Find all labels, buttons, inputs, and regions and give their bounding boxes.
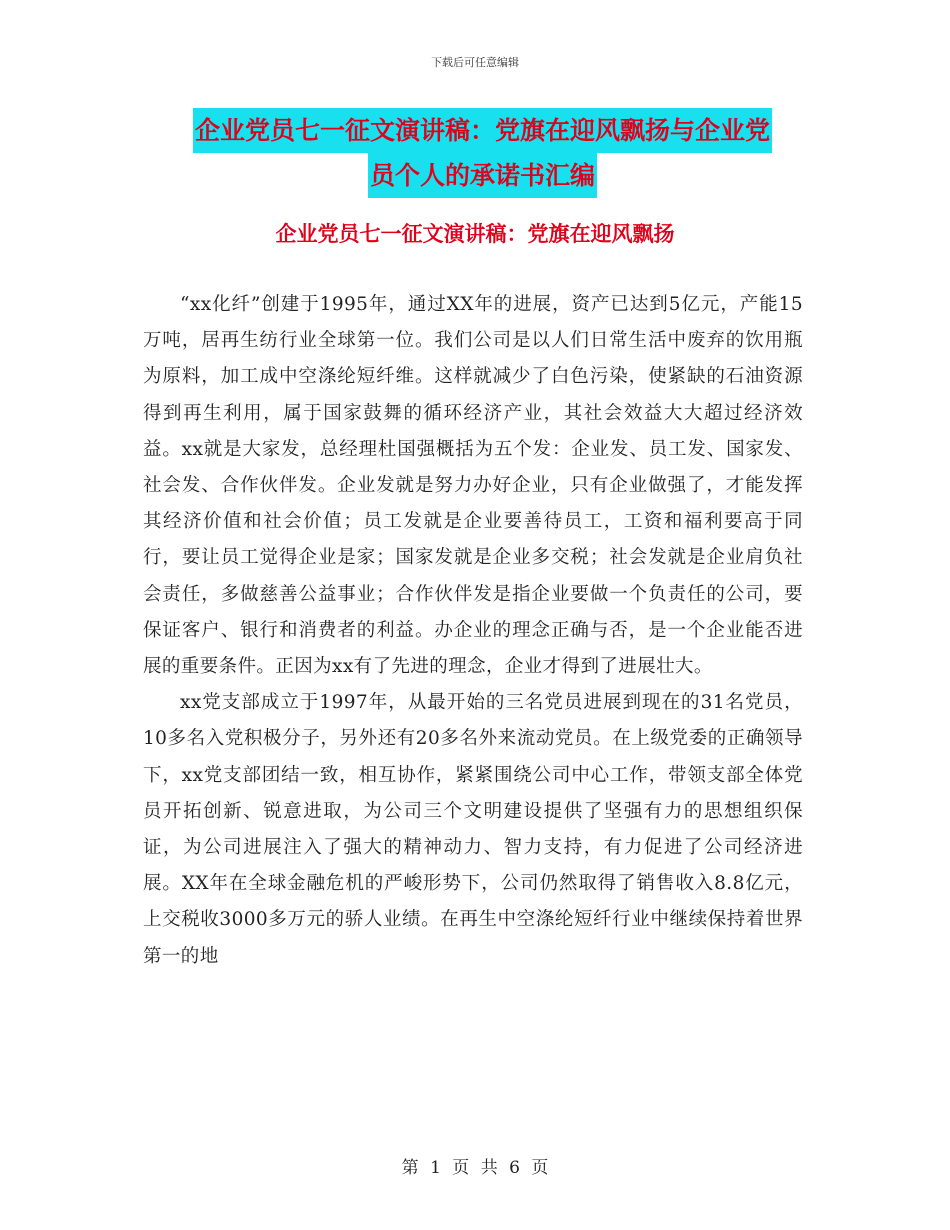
title-line-1: 企业党员七一征文演讲稿：党旗在迎风飘扬与企业党 [193,108,772,153]
title-line-2: 员个人的承诺书汇编 [368,153,597,198]
document-body [143,287,803,975]
document-title [150,108,815,198]
section-subtitle: 企业党员七一征文演讲稿：党旗在迎风飘扬 [275,222,675,246]
header-note: 下载后可任意编辑 [431,56,519,69]
page-footer: 第 1 页 共 6 页 [401,1158,549,1178]
paragraph-2: xx党支部成立于1997年，从最开始的三名党员进展到现在的31名党员，10多名入党积极分子，另外还有20多名外来流动党员。在上级党委的正确领导下，xx党支部团结一致，相互协作，紧紧围绕公司中心工作，带领支部全体党员开拓创新、锐意进取，为公司三个文明建设提供了坚强有力的思想组织保证，为公司进展注入了强大的精神动力、智力支持，有力促进了公司经济进展。XX年在全球金融危机的严峻形势下，公司仍然取得了销售收入8.8亿元，上交税收3000多万元的骄人业绩。在再生中空涤纶短纤行业中继续保持着世界第一的地 [143,692,803,967]
paragraph-1: “xx化纤”创建于1995年，通过XX年的进展，资产已达到5亿元，产能15万吨，居再生纺行业全球第一位。我们公司是以人们日常生活中废弃的饮用瓶为原料，加工成中空涤纶短纤维。这样就减少了白色污染，使紧缺的石油资源得到再生利用，属于国家鼓舞的循环经济产业，其社会效益大大超过经济效益。xx就是大家发，总经理杜国强概括为五个发：企业发、员工发、国家发、社会发、合作伙伴发。企业发就是努力办好企业，只有企业做强了，才能发挥其经济价值和社会价值；员工发就是企业要善待员工，工资和福利要高于同行，要让员工觉得企业是家；国家发就是企业多交税；社会发就是企业肩负社会责任，多做慈善公益事业；合作伙伴发是指企业要做一个负责任的公司，要保证客户、银行和消费者的利益。办企业的理念正确与否，是一个企业能否进展的重要条件。正因为xx有了先进的理念，企业才得到了进展壮大。 [143,294,803,678]
